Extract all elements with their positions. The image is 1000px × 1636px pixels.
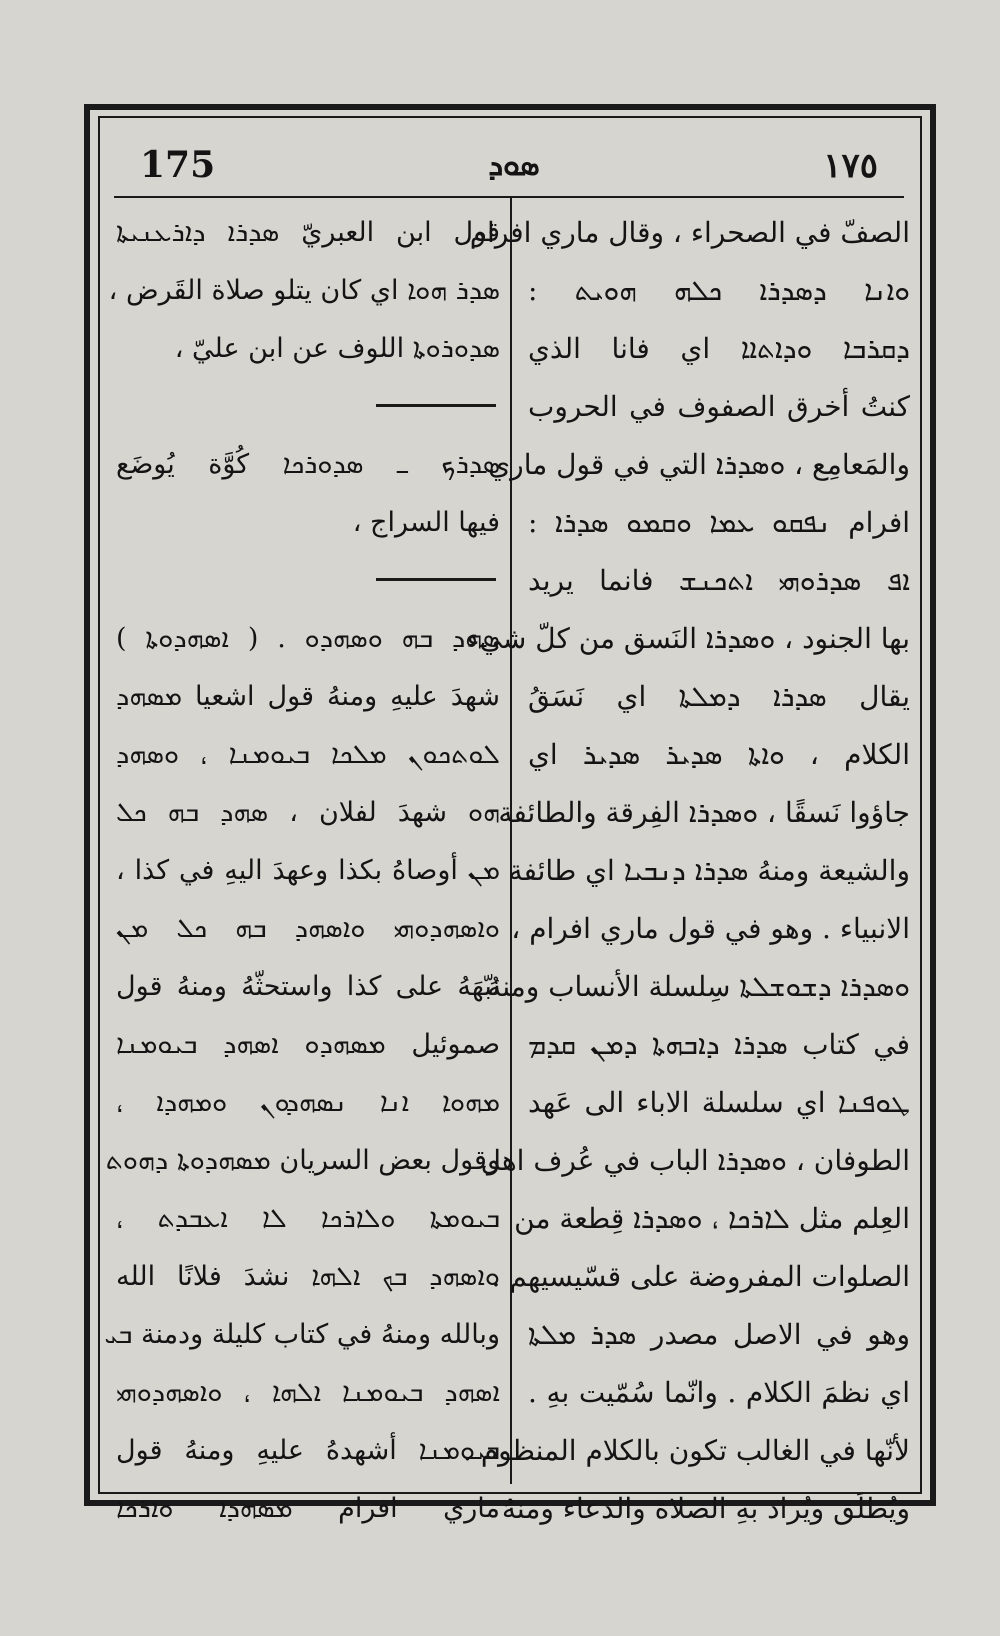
text-line: ܘܐܢܐ ܕܣܕܪܐ ܟܠܗ ܗܘܝܬ : [528, 274, 910, 307]
text-line: صموئيل ܡܣܗܕܘ ܐܣܗܕ ܒܝܘܡܢܐ [116, 1029, 500, 1060]
text-line: ܡܢ أوصاهُ بكذا وعهدَ اليهِ في كذا ، [116, 855, 500, 886]
text-line: يقال ܣܕܪܐ ܕܡܠܬܐ اي نَسَقُ [528, 680, 910, 713]
text-line: افرام ܢܦܩܘ ܥܡܐ ܘܩܡܘ ܣܕܪܐ : [528, 506, 910, 539]
right-column [463, 204, 910, 1538]
text-line: بها الجنود ، ܘܣܕܪܐ النَسق من كلّ شيء [466, 622, 910, 655]
text-line: قول ابن العبريّ ܣܕܪܐ ܕܐܪܥܢܝܬܐ [116, 217, 500, 248]
text-line: كنتُ أخرق الصفوف في الحروب [528, 390, 910, 423]
page-header [114, 134, 904, 194]
text-line: ܠܘܬܟܘܢ ܡܠܟܐ ܒܝܘܡܢܐ ، ܘܣܗܕ [116, 739, 500, 770]
text-line: ܗܘ شهدَ لفلان ، ܣܗܕ ܒܗ ܟܠ [116, 797, 500, 828]
text-line: ܐܦ ܣܕܪܘܗܝ ܐܬܟܢܫ فانما يريد [528, 564, 910, 597]
text-line: فيها السراج ، [352, 507, 500, 538]
text-line: ܛܘܦܢܐ اي سلسلة الاباء الى عَهد [528, 1086, 910, 1119]
section-rule [116, 378, 500, 436]
text-line: ܒܝܘܡܬܐ ܘܠܐܪܟܐ ܠܐ ܐܥܒܕܬ ، [116, 1203, 500, 1234]
text-line: الكلام ، ܘܐܬܐ ܣܕܝܪ ܣܕܝܪ اي [528, 738, 910, 771]
text-line: ܘܣܕܪܐ ܕܫܘܫܠܬܐ سِلسلة الأنساب ومنهُ [487, 970, 910, 1003]
entry-heading: ܣܕܪܟ ـ ܣܕܘܪܟܐ كُوَّة يُوضَع [116, 449, 500, 480]
text-line: ܕܩܪܒܐ ܘܕܐܬܐܐ اي فانا الذي [528, 332, 910, 365]
text-line: ماري افرام ܡܣܗܕܐ ܘܐܪܟܐ [116, 1493, 500, 1524]
header-rule [114, 196, 904, 198]
text-line: والشيعة ومنهُ ܣܕܪܐ ܕܢܒܝܐ اي طائفة [508, 854, 910, 887]
text-line: ܘܐܣܗܕܘܗܝ ܘܐܣܗܕ ܒܗ ܟܠ ܡܢ [116, 913, 500, 944]
text-line: لأنّها في الغالب تكون بالكلام المنظوم . [463, 1434, 910, 1467]
text-line: الطوفان ، ܘܣܕܪܐ الباب في عُرف اهل [480, 1144, 910, 1177]
text-line: نبّهَهُ على كذا واستحثّهُ ومنهُ قول [116, 971, 500, 1002]
page-number-arabic: ١٧٥ [823, 146, 878, 186]
text-line: ܐܣܗܕ ܒܝܘܡܢܐ ܐܠܗܐ ، ܘܐܣܗܕܘܗܝ [116, 1377, 500, 1408]
text-line: ܣܕܪ ܗܘܐ اي كان يتلو صلاة القَرض ، [108, 275, 500, 306]
text-line: ܒܝܘܡܢܐ أشهدهُ عليهِ ومنهُ قول [116, 1435, 500, 1466]
text-line: الانبياء . وهو في قول ماري افرام ، [511, 912, 910, 945]
text-line: والمَعامِع ، ܘܣܕܪܐ التي في قول ماري [488, 448, 910, 481]
page-number-latin: 175 [140, 144, 216, 186]
text-line: في كتاب ܣܕܪܐ ܕܐܒܗܬܐ ܕܡܢ ܩܕܡ [528, 1028, 910, 1061]
text-line: الصلوات المفروضة على قسّيسيهم . [491, 1260, 910, 1293]
text-line: العِلم مثل ܠܐܪܟܐ ، ܘܣܕܪܐ قِطعة من [514, 1202, 910, 1235]
text-line: ܘܐܣܗܕ ܒܟ ܐܠܗܐ نشدَ فلانًا الله [116, 1261, 500, 1292]
left-column [104, 204, 500, 1538]
text-line: وقول بعض السريان ܡܣܗܕܘܬܐ ܕܗܘܬ [105, 1145, 500, 1176]
text-line: اي نظمَ الكلام . وانّما سُمّيت بهِ . [528, 1376, 910, 1409]
text-line: وهو في الاصل مصدر ܣܕܪ ܡܠܬܐ [528, 1318, 910, 1351]
text-line: شهدَ عليهِ ومنهُ قول اشعيا ܡܣܗܕ [116, 681, 500, 712]
text-line: جاؤوا نَسقًا ، ܘܣܕܪܐ الفِرقة والطائفة [498, 796, 910, 829]
section-rule [116, 552, 500, 610]
text-line: ܣܕܘܪܘܬܐ اللوف عن ابن عليّ ، [174, 333, 500, 364]
text-line: وبالله ومنهُ في كتاب كليلة ودمنة ܒܝ [104, 1319, 500, 1350]
text-line: الصفّ في الصحراء ، وقال ماري افرام [469, 216, 910, 249]
text-line: ܡܗܘܐ ܐܢܐ ܢܣܗܕܘܢ ܘܡܗܕܐ ، [116, 1087, 500, 1118]
text-line: ويُطلَق ويُراد بهِ الصلاة والدعاء ومنهُ [501, 1492, 910, 1525]
entry-heading: ܣܗܕ ܒܗ ܘܣܗܕܘ . ( ܐܣܗܕܘܬܐ ) [116, 623, 500, 654]
page-heading-syriac: ܣܘܕ [488, 148, 540, 183]
